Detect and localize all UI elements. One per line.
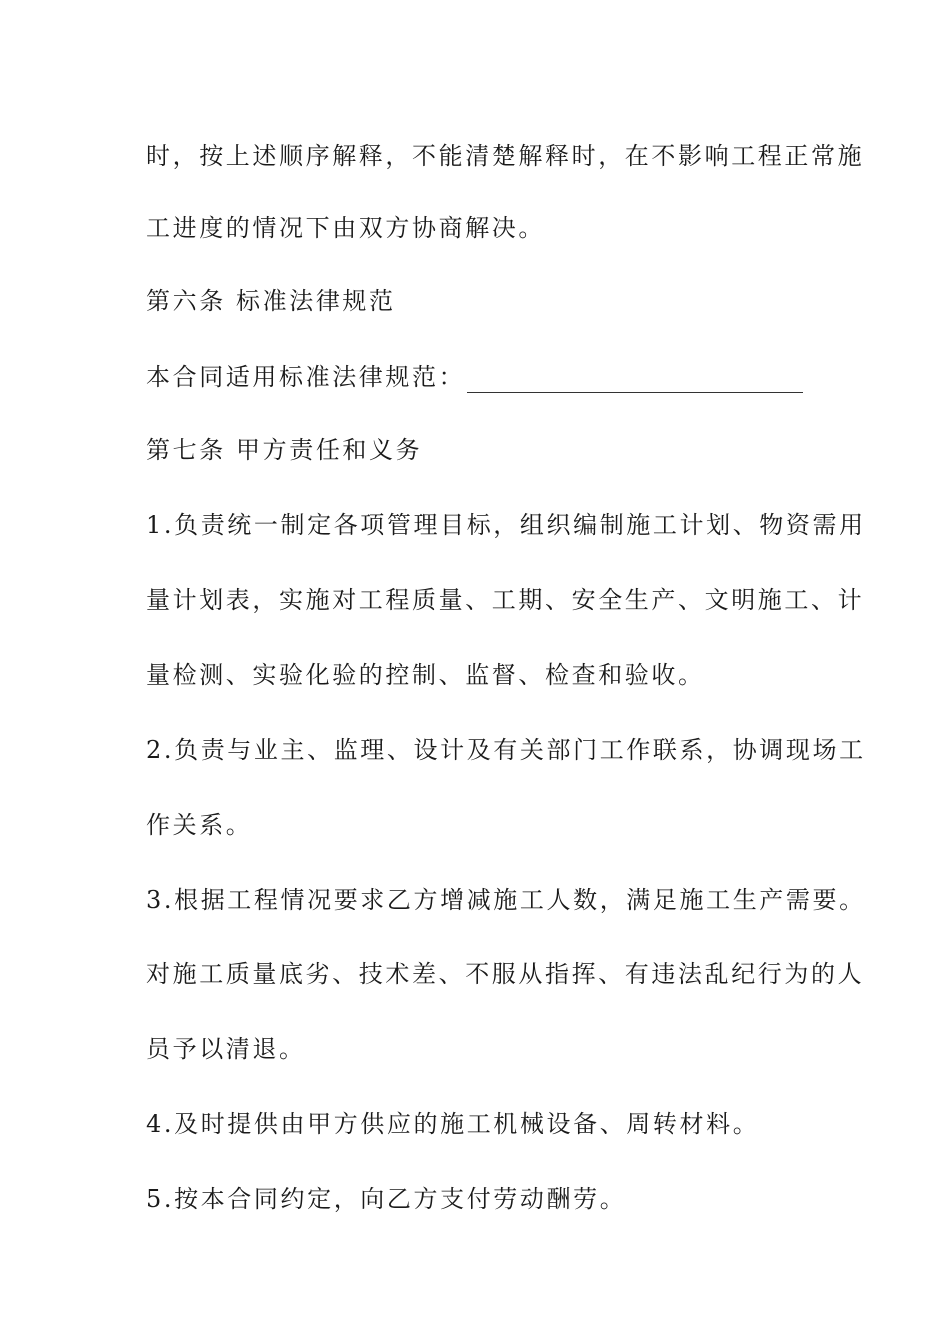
- paragraph-line: 对施工质量底劣、技术差、不服从指挥、有违法乱纪行为的人: [146, 960, 865, 988]
- section-heading-article-6: 第六条 标准法律规范: [146, 287, 396, 315]
- paragraph-line: 作关系。: [146, 811, 253, 839]
- paragraph-line: 量检测、实验化验的控制、监督、检查和验收。: [146, 661, 705, 689]
- list-item-2: 2.负责与业主、监理、设计及有关部门工作联系，协调现场工: [146, 736, 866, 764]
- paragraph-line: 时，按上述顺序解释，不能清楚解释时，在不影响工程正常施: [146, 142, 865, 170]
- applicable-standards-line: [146, 361, 826, 393]
- section-heading-article-7: 第七条 甲方责任和义务: [146, 436, 423, 464]
- paragraph-line: 工进度的情况下由双方协商解决。: [146, 214, 545, 242]
- applicable-standards-label: 本合同适用标准法律规范：: [146, 363, 466, 391]
- list-item-1: 1.负责统一制定各项管理目标，组织编制施工计划、物资需用: [146, 511, 866, 539]
- list-item-4: 4.及时提供由甲方供应的施工机械设备、周转材料。: [146, 1110, 760, 1138]
- fill-in-blank[interactable]: [467, 370, 803, 393]
- paragraph-line: 员予以清退。: [146, 1035, 306, 1063]
- paragraph-line: 量计划表，实施对工程质量、工期、安全生产、文明施工、计: [146, 586, 865, 614]
- list-item-3: 3.根据工程情况要求乙方增减施工人数，满足施工生产需要。: [146, 886, 866, 914]
- list-item-5: 5.按本合同约定，向乙方支付劳动酬劳。: [146, 1185, 627, 1213]
